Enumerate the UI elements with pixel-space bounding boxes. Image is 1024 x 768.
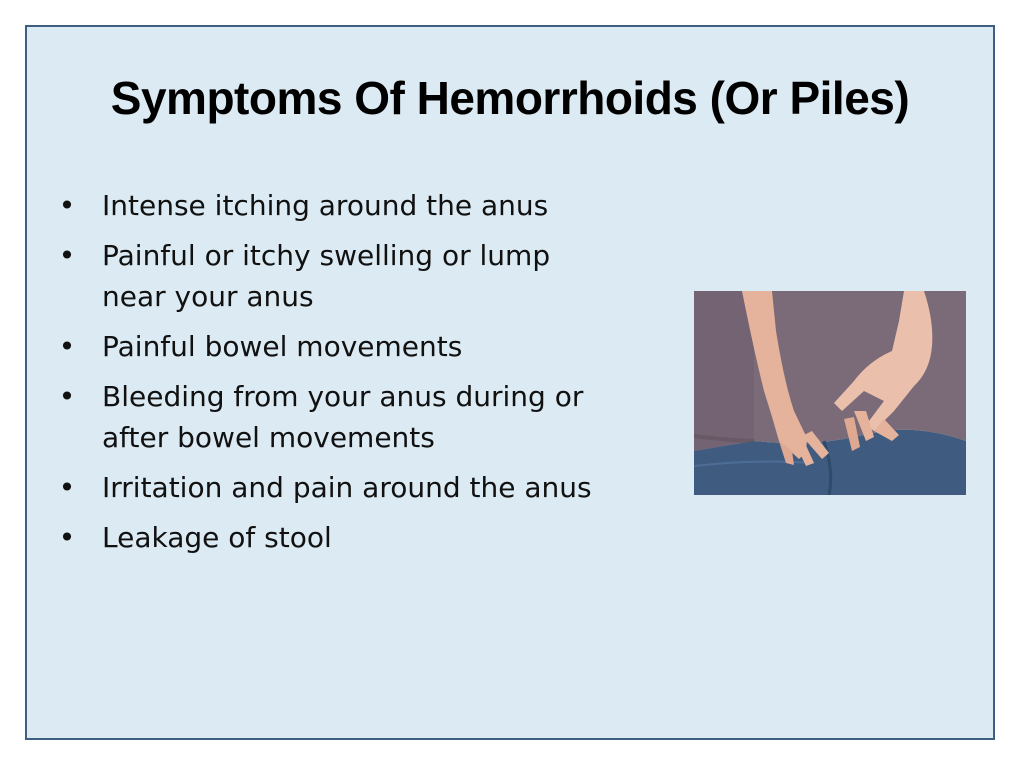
list-item	[57, 326, 617, 367]
slide-title: Symptoms Of Hemorrhoids (Or Piles)	[110, 72, 910, 124]
list-item-text: Painful bowel movements	[102, 330, 463, 363]
person-holding-back-illustration	[694, 291, 966, 495]
symptom-list	[57, 185, 617, 567]
slide	[25, 25, 995, 740]
list-item	[57, 517, 617, 558]
bullet-icon: •	[58, 471, 76, 504]
bullet-icon: •	[58, 380, 76, 413]
list-item-text: Leakage of stool	[102, 521, 332, 554]
bullet-icon: •	[58, 521, 76, 554]
list-item-text: Painful or itchy swelling or lump near your anus	[102, 239, 551, 313]
list-item	[57, 467, 617, 508]
list-item	[57, 235, 617, 317]
list-item	[57, 185, 617, 226]
symptom-photo	[694, 291, 966, 495]
list-item-text: Irritation and pain around the anus	[102, 471, 592, 504]
bullet-icon: •	[58, 189, 76, 222]
list-item-text: Bleeding from your anus during or after bowel movements	[102, 380, 584, 454]
bullet-icon: •	[58, 330, 76, 363]
bullet-icon: •	[58, 239, 76, 272]
list-item-text: Intense itching around the anus	[102, 189, 549, 222]
list-item	[57, 376, 617, 458]
